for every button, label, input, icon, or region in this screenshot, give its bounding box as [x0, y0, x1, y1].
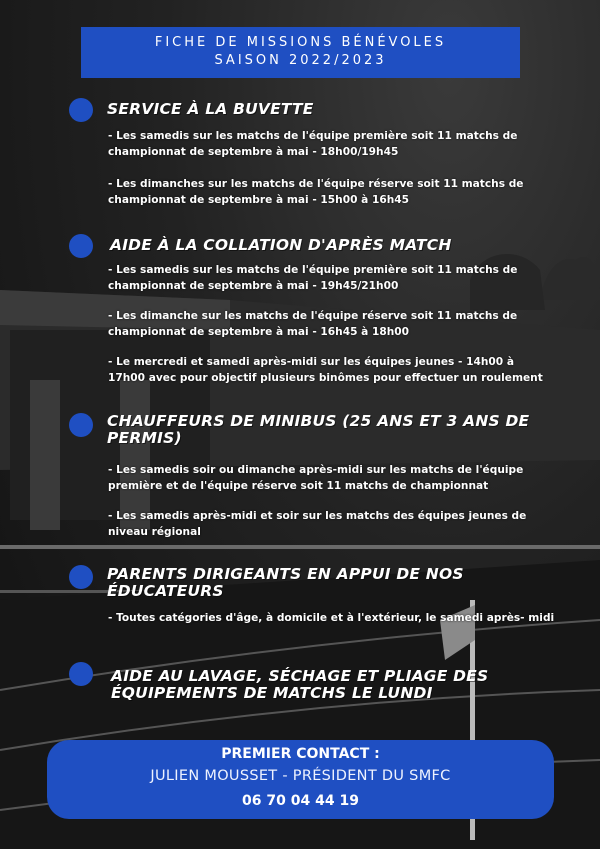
section-title-lavage: AIDE AU LAVAGE, SÉCHAGE ET PLIAGE DES ÉQUIPEMENTS DE MATCHS LE LUNDI [111, 667, 489, 702]
mission-item: - Les dimanches sur les matchs de l'équipe réserve soit 11 matchs de championnat de septembre à mai - 15h00 à 16h45 [108, 178, 524, 206]
section-bullet-icon [69, 98, 93, 122]
mission-item: - Toutes catégories d'âge, à domicile et à l'extérieur, le samedi après- midi [108, 612, 555, 624]
page-header [81, 27, 520, 78]
header-title: FICHE DE MISSIONS BÉNÉVOLES [154, 35, 447, 50]
mission-item: - Les samedis après-midi et soir sur les matchs des équipes jeunes de niveau régional [108, 510, 527, 538]
section-bullet-icon [69, 234, 93, 258]
mission-item: - Les samedis soir ou dimanche après-midi sur les matchs de l'équipe première et de l'équipe réserve soit 11 matchs de championnat [108, 464, 524, 492]
contact-box [47, 740, 554, 819]
tree-shape [540, 257, 600, 300]
header-season: SAISON 2022/2023 [214, 53, 387, 68]
fence-rail [0, 545, 600, 549]
section-bullet-icon [69, 662, 93, 686]
section-title-buvette: SERVICE À LA BUVETTE [107, 100, 314, 118]
section-title-parents: PARENTS DIRIGEANTS EN APPUI DE NOS ÉDUCATEURS [107, 565, 464, 600]
contact-name: JULIEN MOUSSET - PRÉSIDENT DU SMFC [150, 768, 451, 784]
contact-phone[interactable]: 06 70 04 44 19 [242, 793, 359, 809]
section-title-chauffeurs: CHAUFFEURS DE MINIBUS (25 ANS ET 3 ANS DE PERMIS) [107, 412, 530, 447]
section-bullet-icon [69, 565, 93, 589]
mission-item: - Le mercredi et samedi après-midi sur les équipes jeunes - 14h00 à 17h00 avec pour objectif plusieurs binômes pour effectuer un roulement [108, 356, 543, 384]
mission-item: - Les samedis sur les matchs de l'équipe première soit 11 matchs de championnat de septembre à mai - 19h45/21h00 [108, 264, 518, 292]
mission-item: - Les dimanche sur les matchs de l'équipe réserve soit 11 matchs de championnat de septembre à mai - 16h45 à 18h00 [108, 310, 518, 338]
section-title-collation: AIDE À LA COLLATION D'APRÈS MATCH [110, 236, 452, 254]
section-bullet-icon [69, 413, 93, 437]
contact-title: PREMIER CONTACT : [221, 746, 380, 762]
stadium-pillar [30, 380, 60, 530]
mission-item: - Les samedis sur les matchs de l'équipe première soit 11 matchs de championnat de septembre à mai - 18h00/19h45 [108, 130, 518, 158]
